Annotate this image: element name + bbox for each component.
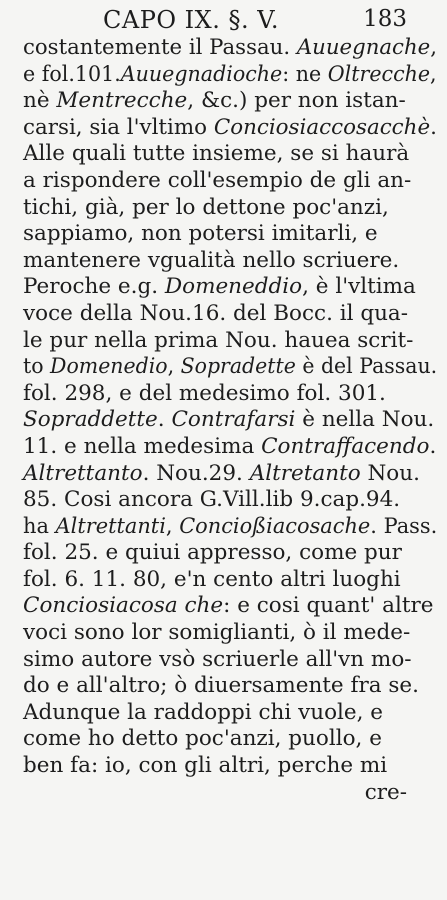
text-line [23, 328, 437, 355]
text-line [23, 620, 437, 647]
text-run: e fol.101. [23, 61, 121, 87]
text-run: . Pass. [370, 513, 438, 539]
italic-run: Concioßiacosache [179, 513, 371, 539]
text-run: carsi, sia l'vltimo [23, 114, 214, 140]
text-line [23, 168, 437, 195]
text-run: sappiamo, non potersi imitarli, e [23, 221, 378, 247]
text-line [23, 700, 437, 727]
text-line [23, 248, 437, 275]
text-line [23, 141, 437, 168]
text-line [23, 88, 437, 115]
text-run: fol. 6. 11. 80, e'n cento altri luoghi [23, 566, 401, 592]
text-run: Adunque la raddoppi chi vuole, e [23, 699, 384, 725]
italic-run: Mentrecche [56, 88, 188, 114]
text-run: ha [23, 513, 56, 539]
text-run: è nella Nou. [295, 407, 435, 433]
text-run: voce della Nou.16. del Bocc. il qua- [23, 300, 409, 326]
text-line [23, 593, 437, 620]
text-run: , [430, 61, 437, 87]
text-run: Peroche e.g. [23, 274, 165, 300]
text-line [23, 274, 437, 301]
catchword: cre- [364, 779, 407, 805]
text-line [23, 753, 437, 780]
running-head: CAPO IX. §. V. [103, 6, 279, 34]
text-run: . [157, 407, 172, 433]
text-run: . [430, 114, 437, 140]
text-line [23, 35, 437, 62]
text-run: voci sono lor somiglianti, ò il mede- [23, 620, 411, 646]
text-line [23, 567, 437, 594]
italic-run: Oltrecche [327, 61, 431, 87]
text-run: a rispondere coll'esempio de gli an- [23, 167, 412, 193]
italic-run: Sopradette [180, 354, 296, 380]
text-line [23, 407, 437, 434]
text-run: costantemente il Passau. [23, 35, 297, 60]
italic-run: Altrettanto [23, 460, 143, 486]
text-line [23, 61, 437, 89]
text-run: ben fa: io, con gli altri, perche mi [23, 753, 388, 779]
italic-run: Contraffacendo [261, 433, 430, 459]
text-run: , è l'vltima [302, 274, 416, 300]
body-text [23, 35, 437, 806]
text-run: . Nou.29. [142, 460, 250, 486]
text-line [23, 115, 435, 142]
text-line [23, 726, 437, 753]
text-line [23, 487, 437, 514]
text-run: fol. 298, e del medesimo fol. 301. [23, 380, 386, 406]
italic-run: Auuegnadioche [120, 61, 283, 87]
text-run: do e all'altro; ò diuersamente fra se. [23, 673, 419, 699]
text-run: le pur nella prima Nou. hauea scrit- [23, 327, 414, 353]
text-run: , &c.) per non istan- [187, 88, 406, 114]
page-header [0, 6, 447, 36]
italic-run: Contrafarsi [171, 407, 296, 433]
italic-run: Auuegnache [296, 35, 431, 60]
italic-run: Altrettanti [55, 513, 166, 539]
text-line [23, 461, 437, 488]
text-line [23, 434, 437, 461]
text-line [23, 381, 437, 408]
page-number: 183 [363, 6, 407, 32]
text-run: è del Passau. [295, 354, 438, 380]
text-run: , [430, 35, 437, 60]
text-line [23, 513, 438, 541]
italic-run: Domeneddio [164, 274, 303, 300]
text-run: mantenere vgualità nello scriuere. [23, 247, 400, 273]
text-line [23, 354, 438, 381]
text-run: come ho detto poc'anzi, puollo, e [23, 726, 382, 752]
text-run: , [167, 354, 181, 380]
text-line [23, 195, 437, 222]
italic-run: Conciosiacosa che [23, 593, 224, 619]
text-run: 11. e nella medesima [23, 433, 262, 459]
text-run: : e cosi quant' altre [223, 593, 434, 619]
text-line [23, 301, 437, 328]
italic-run: Domenedio [50, 354, 168, 380]
italic-run: Conciosiaccosacchè [213, 114, 431, 140]
text-run: Alle quali tutte insieme, se si haurà [23, 141, 410, 167]
text-run: 85. Cosi ancora G.Vill.lib 9.cap.94. [23, 487, 401, 513]
text-run: fol. 25. e quiui appresso, come pur [23, 540, 402, 566]
text-line [23, 647, 437, 674]
text-line [23, 221, 437, 248]
text-run: . [429, 433, 437, 459]
text-run: simo autore vsò scriuerle all'vn mo- [23, 646, 412, 672]
text-run: tichi, già, per lo dettone poc'anzi, [23, 194, 389, 220]
text-run: , [165, 513, 180, 539]
italic-run: Sopraddette [23, 407, 158, 433]
text-run: to [23, 354, 51, 380]
text-line [23, 673, 437, 700]
text-run: : ne [282, 61, 328, 87]
text-run: Nou. [360, 460, 420, 486]
text-line [23, 540, 437, 567]
text-run: nè [23, 88, 57, 114]
italic-run: Altretanto [249, 460, 361, 486]
